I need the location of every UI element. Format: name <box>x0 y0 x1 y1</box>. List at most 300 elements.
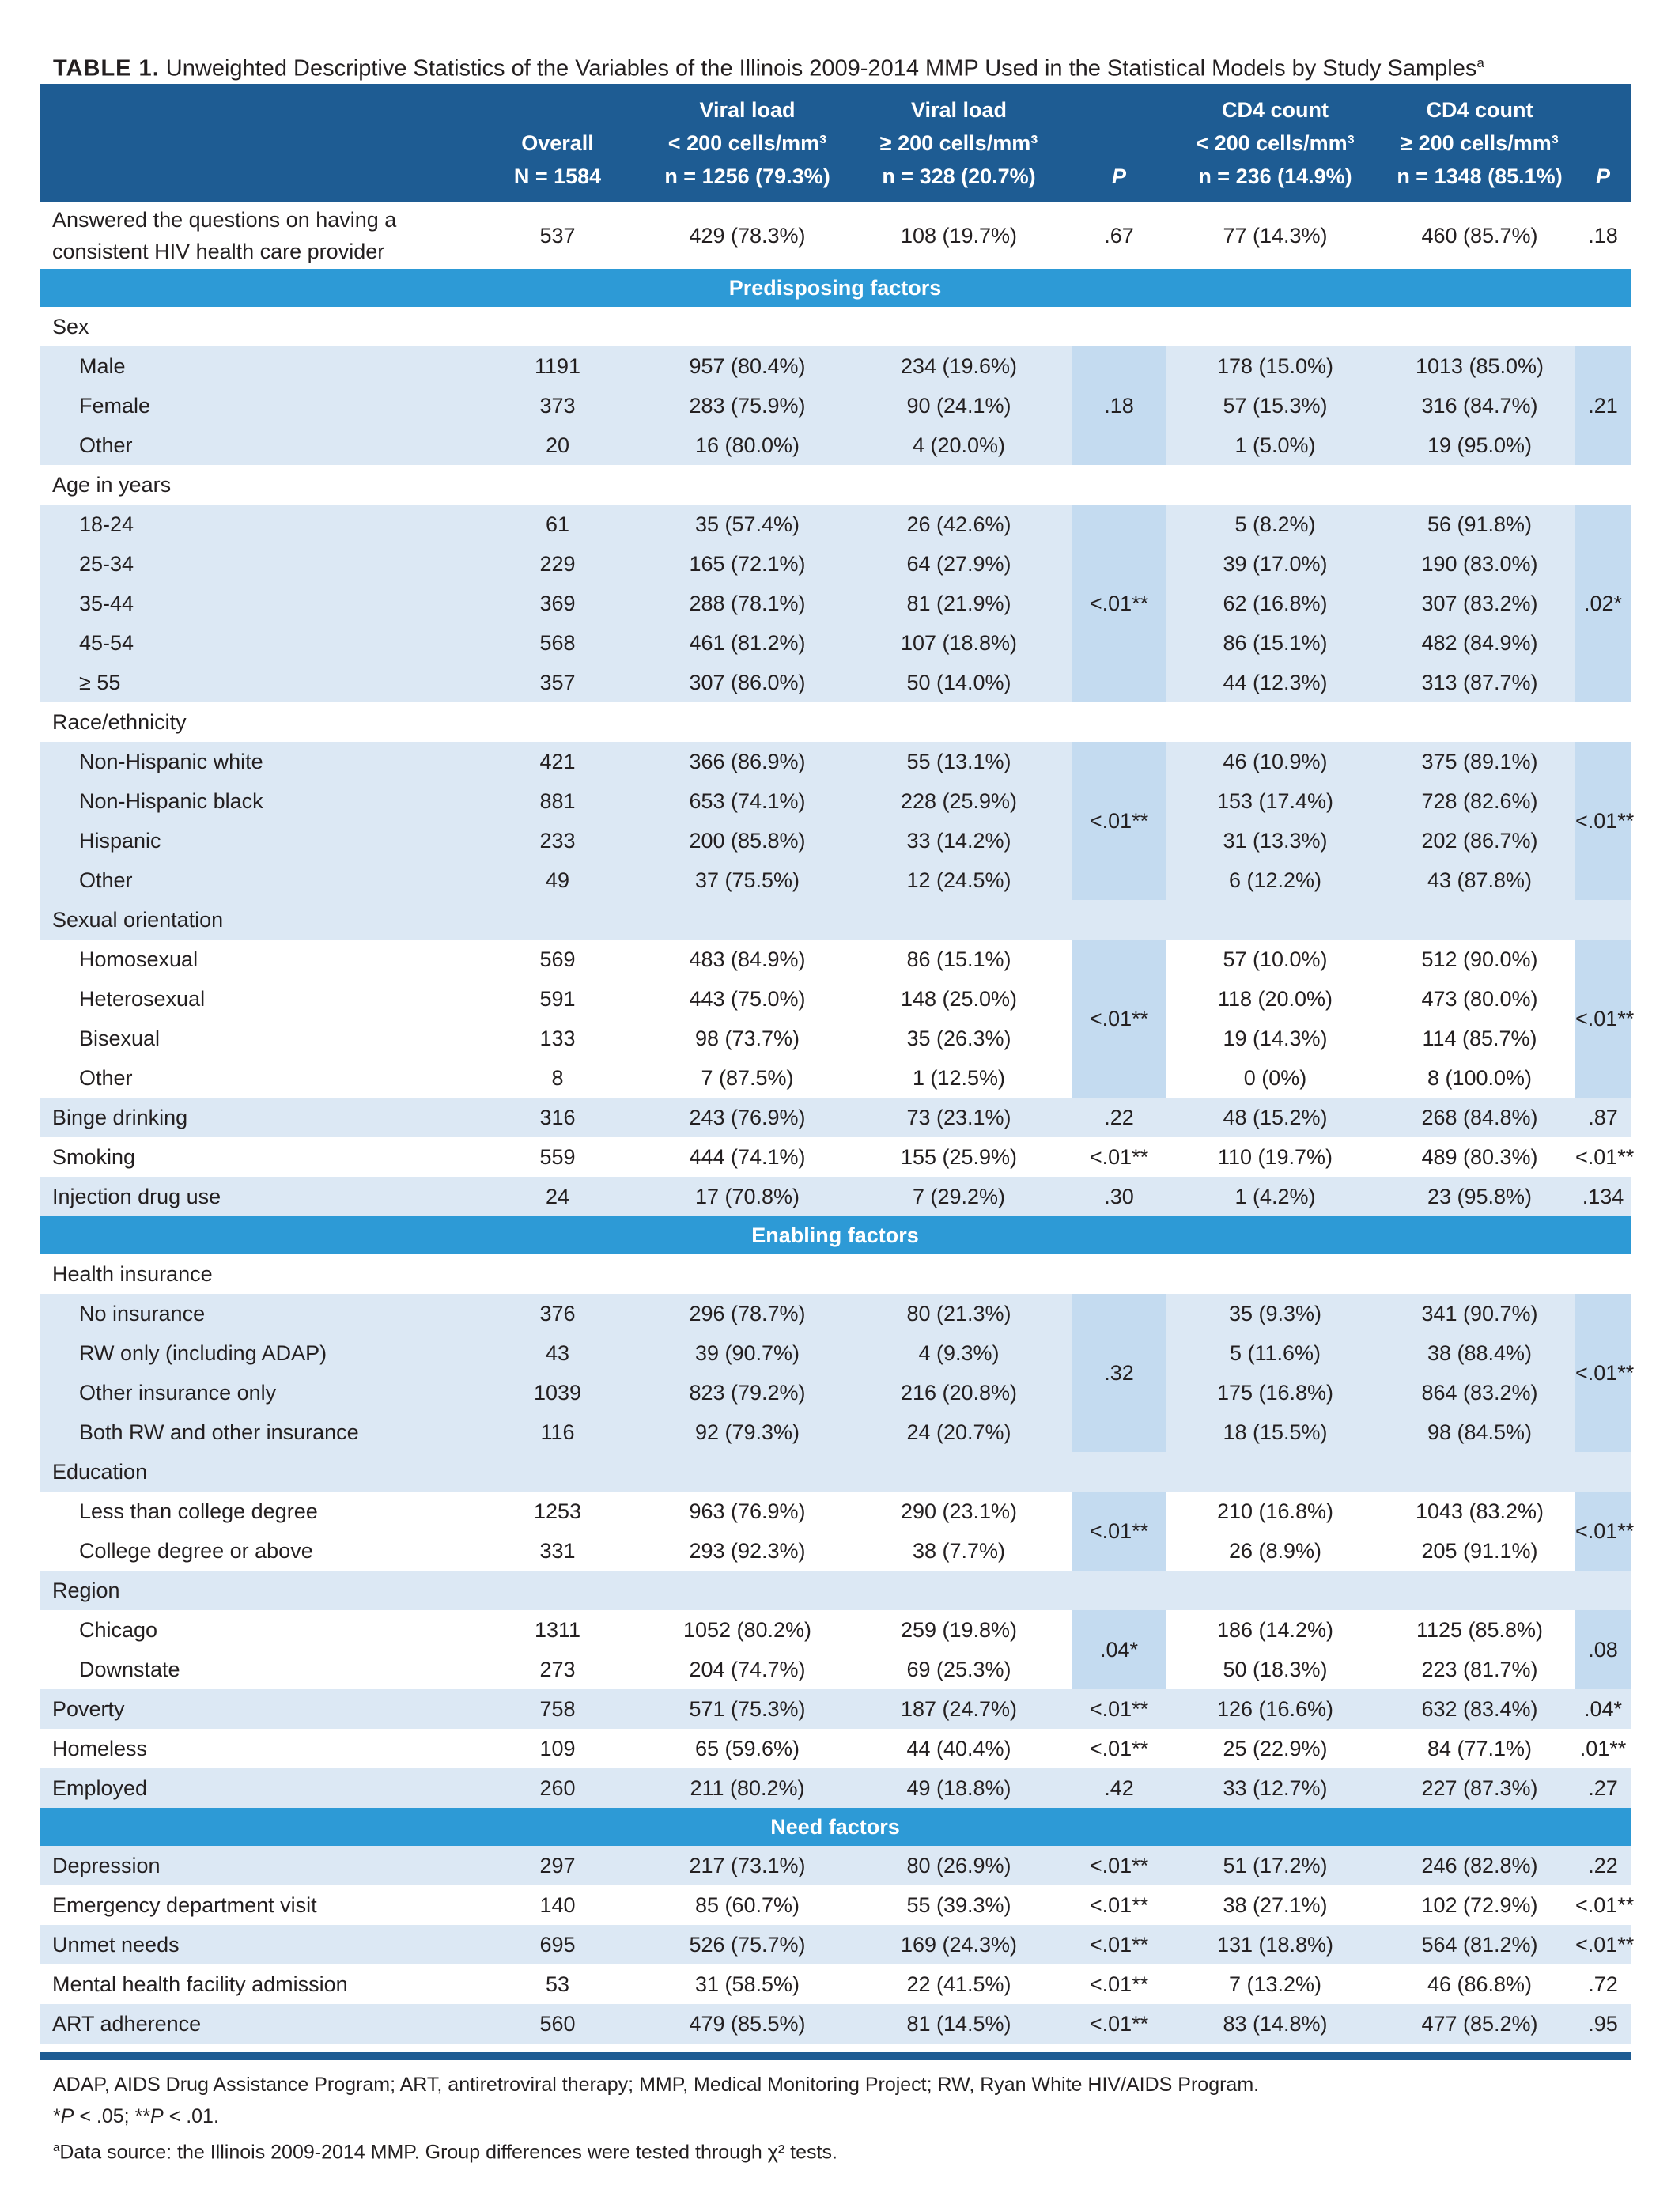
text-fragment: Viral load <box>910 98 1008 122</box>
row-label-cell: Region <box>40 1571 467 1610</box>
table-cell: 526 (75.7%) <box>648 1925 846 1964</box>
table-cell: 268 (84.8%) <box>1384 1098 1575 1137</box>
p-value-race-vl: <.01** <box>1072 742 1166 900</box>
table-cell: .72 <box>1588 1972 1618 1996</box>
table-cell: <.01** <box>1575 1925 1631 1964</box>
text-fragment: P <box>1595 164 1610 188</box>
table-cell: 116 <box>467 1412 648 1452</box>
table-row <box>40 781 1631 821</box>
text-fragment: P <box>1111 164 1126 188</box>
table-cell: 7 (87.5%) <box>701 1065 794 1090</box>
table-cell: 35 (9.3%) <box>1166 1294 1384 1333</box>
table-cell: 632 (83.4%) <box>1384 1689 1575 1729</box>
p-value-age-cd4: .02* <box>1575 505 1631 702</box>
table-cell: 229 <box>467 544 648 584</box>
text-fragment: N = 1584 <box>513 164 602 188</box>
text-fragment: a <box>53 2141 60 2154</box>
row-label-cell: Other <box>40 425 467 465</box>
table-cell: 223 (81.7%) <box>1421 1657 1538 1681</box>
table-cell: 963 (76.9%) <box>689 1499 806 1523</box>
table-row-employed <box>40 1768 1631 1808</box>
table-cell: 313 (87.7%) <box>1384 663 1575 702</box>
p-value-orientation-cd4: <.01** <box>1575 940 1631 1098</box>
table-cell: 31 (13.3%) <box>1166 821 1384 860</box>
row-label-cell: Other <box>40 860 467 900</box>
table-cell: 4 (9.3%) <box>846 1333 1072 1373</box>
table-cell: 957 (80.4%) <box>648 346 846 386</box>
table-cell: 165 (72.1%) <box>648 544 846 584</box>
table-row <box>40 1531 1631 1571</box>
table-cell: 81 (14.5%) <box>846 2004 1072 2044</box>
table-cell: <.01** <box>1072 2004 1166 2044</box>
footnote-source <box>53 2132 1627 2168</box>
table-cell: 8 (100.0%) <box>1427 1065 1533 1090</box>
row-label-cell: RW only (including ADAP) <box>40 1333 467 1373</box>
table-title <box>53 47 1635 85</box>
group-sex <box>40 307 1631 346</box>
table-cell: 5 (8.2%) <box>1166 505 1384 544</box>
table-cell: 460 (85.7%) <box>1421 224 1538 248</box>
table-cell: 1 (12.5%) <box>912 1065 1006 1090</box>
table-cell: 1311 <box>534 1617 581 1642</box>
table-cell: 84 (77.1%) <box>1427 1736 1533 1760</box>
table-cell: 148 (25.0%) <box>900 986 1018 1011</box>
row-label-cell: ≥ 55 <box>40 663 467 702</box>
table-row-poverty <box>40 1689 1631 1729</box>
table-cell: 83 (14.8%) <box>1166 2004 1384 2044</box>
table-row <box>40 623 1631 663</box>
table-cell: Need factors <box>40 1808 1631 1846</box>
text-fragment: n = 1348 (85.1%) <box>1397 164 1563 188</box>
table-cell: 81 (21.9%) <box>846 584 1072 623</box>
table-row-ed-visit <box>40 1885 1631 1925</box>
table-cell: 23 (95.8%) <box>1384 1177 1575 1216</box>
footnotes <box>53 2069 1627 2168</box>
row-label-cell: Hispanic <box>40 821 467 860</box>
row-label-cell: Sex <box>52 314 89 338</box>
section-need <box>40 1808 1631 1846</box>
text-fragment: Viral load <box>699 98 796 122</box>
table-cell: 421 <box>467 742 648 781</box>
table-cell: 186 (14.2%) <box>1216 1617 1334 1642</box>
table-cell: .134 <box>1575 1177 1631 1216</box>
table-cell: 246 (82.8%) <box>1384 1846 1575 1885</box>
table-cell: 35 (57.4%) <box>648 505 846 544</box>
table-cell: .87 <box>1575 1098 1631 1137</box>
table-cell: 31 (58.5%) <box>694 1972 800 1996</box>
table-row <box>40 663 1631 702</box>
table-cell: 357 <box>467 663 648 702</box>
table-row-unmet <box>40 1925 1631 1964</box>
table-row <box>40 1373 1631 1412</box>
table-cell: 80 (21.3%) <box>846 1294 1072 1333</box>
table-row <box>40 1650 1631 1689</box>
statistics-table <box>40 84 1635 2044</box>
table-cell: <.01** <box>1089 1736 1149 1760</box>
table-cell: 57 (15.3%) <box>1166 386 1384 425</box>
table-cell: 316 (84.7%) <box>1384 386 1575 425</box>
table-cell: 85 (60.7%) <box>694 1892 800 1917</box>
table-cell: 479 (85.5%) <box>648 2004 846 2044</box>
text-fragment: P <box>150 2105 164 2127</box>
table-cell: 102 (72.9%) <box>1421 1892 1538 1917</box>
table-cell: 33 (14.2%) <box>846 821 1072 860</box>
table-cell: 44 (12.3%) <box>1166 663 1384 702</box>
table-cell: 49 <box>467 860 648 900</box>
table-cell: 86 (15.1%) <box>1166 623 1384 663</box>
table-cell: 86 (15.1%) <box>906 947 1011 971</box>
table-cell <box>467 1571 1631 1610</box>
table-cell: 56 (91.8%) <box>1384 505 1575 544</box>
table-cell: 571 (75.3%) <box>648 1689 846 1729</box>
table-cell: .95 <box>1575 2004 1631 2044</box>
table-cell: <.01** <box>1072 1689 1166 1729</box>
table-cell: <.01** <box>1072 1846 1166 1885</box>
table-cell: 695 <box>467 1925 648 1964</box>
table-cell: 39 (17.0%) <box>1166 544 1384 584</box>
group-age <box>40 465 1631 505</box>
table-row-art <box>40 2004 1631 2044</box>
table-cell: 98 (84.5%) <box>1384 1412 1575 1452</box>
table-cell: 489 (80.3%) <box>1421 1144 1538 1169</box>
table-cell: 560 <box>467 2004 648 2044</box>
table-cell: 0 (0%) <box>1243 1065 1307 1090</box>
text-fragment: CD4 count <box>1426 98 1533 122</box>
table-row <box>40 1058 1631 1098</box>
table-row <box>40 860 1631 900</box>
p-value-age-vl: <.01** <box>1072 505 1166 702</box>
table-cell: 131 (18.8%) <box>1166 1925 1384 1964</box>
table-cell: 881 <box>467 781 648 821</box>
table-cell: 1013 (85.0%) <box>1384 346 1575 386</box>
table-cell: 98 (73.7%) <box>694 1026 800 1050</box>
row-label-cell: Binge drinking <box>40 1098 467 1137</box>
table-cell: 728 (82.6%) <box>1384 781 1575 821</box>
table-cell: 653 (74.1%) <box>648 781 846 821</box>
header-row <box>40 84 1631 202</box>
table-row <box>40 505 1631 544</box>
table-cell: 7 (29.2%) <box>846 1177 1072 1216</box>
p-value-education-cd4: <.01** <box>1575 1492 1631 1571</box>
table-cell: 297 <box>467 1846 648 1885</box>
row-label-cell: 45-54 <box>40 623 467 663</box>
table-cell: 864 (83.2%) <box>1384 1373 1575 1412</box>
table-cell: 216 (20.8%) <box>846 1373 1072 1412</box>
table-cell: 18 (15.5%) <box>1166 1412 1384 1452</box>
table-cell: 273 <box>539 1657 576 1681</box>
table-cell: 22 (41.5%) <box>906 1972 1011 1996</box>
table-cell: 62 (16.8%) <box>1166 584 1384 623</box>
text-fragment: n = 328 (20.7%) <box>882 164 1036 188</box>
table-cell: .27 <box>1575 1768 1631 1808</box>
table-cell: 69 (25.3%) <box>906 1657 1011 1681</box>
table-row <box>40 1019 1631 1058</box>
table-cell: 290 (23.1%) <box>900 1499 1018 1523</box>
table-cell: 109 <box>539 1736 576 1760</box>
table-cell: 133 <box>539 1026 576 1050</box>
table-cell: 114 (85.7%) <box>1422 1026 1537 1050</box>
table-row-smoking <box>40 1137 1631 1177</box>
table-cell: 443 (75.0%) <box>689 986 806 1011</box>
p-value-insurance-vl: .32 <box>1072 1294 1166 1452</box>
table-cell: 38 (88.4%) <box>1384 1333 1575 1373</box>
table-cell: 49 (18.8%) <box>846 1768 1072 1808</box>
table-row <box>40 742 1631 781</box>
table-cell: 307 (86.0%) <box>648 663 846 702</box>
table-cell: 35 (26.3%) <box>906 1026 1011 1050</box>
row-label-cell: Sexual orientation <box>40 900 467 940</box>
table-cell: <.01** <box>1089 1892 1149 1917</box>
table-cell: 110 (19.7%) <box>1217 1144 1333 1169</box>
table-cell: 205 (91.1%) <box>1421 1538 1538 1563</box>
text-fragment: * <box>53 2105 61 2127</box>
table-cell: .18 <box>1588 224 1618 248</box>
row-label-cell: Education <box>40 1452 467 1492</box>
row-label-cell: Age in years <box>52 472 172 497</box>
table-row <box>40 979 1631 1019</box>
table-cell: 316 <box>467 1098 648 1137</box>
row-label-cell: Heterosexual <box>79 986 206 1011</box>
table-cell <box>467 900 1631 940</box>
table-cell: 202 (86.7%) <box>1384 821 1575 860</box>
header-overall <box>467 84 648 202</box>
table-cell: 16 (80.0%) <box>648 425 846 465</box>
table-cell: 12 (24.5%) <box>846 860 1072 900</box>
table-cell: 57 (10.0%) <box>1223 947 1328 971</box>
table-cell: 1253 <box>533 1499 582 1523</box>
table-cell: 234 (19.6%) <box>846 346 1072 386</box>
table-cell: 283 (75.9%) <box>648 386 846 425</box>
header-cd4-low <box>1166 84 1384 202</box>
row-label-cell: Unmet needs <box>40 1925 467 1964</box>
table-cell: 341 (90.7%) <box>1384 1294 1575 1333</box>
group-orientation <box>40 900 1631 940</box>
table-cell: 43 (87.8%) <box>1384 860 1575 900</box>
table-row <box>40 1492 1631 1531</box>
row-label-cell: Less than college degree <box>79 1499 318 1523</box>
table-cell: 1043 (83.2%) <box>1415 1499 1544 1523</box>
table-row <box>40 346 1631 386</box>
table-cell: 187 (24.7%) <box>846 1689 1072 1729</box>
table-cell: 482 (84.9%) <box>1384 623 1575 663</box>
table-cell: .22 <box>1575 1846 1631 1885</box>
row-label-cell: Answered the questions on having a consistent HIV health care provider <box>52 208 397 263</box>
table-cell: .67 <box>1104 224 1134 248</box>
table-cell: 64 (27.9%) <box>846 544 1072 584</box>
table-cell: 43 <box>467 1333 648 1373</box>
table-cell: 293 (92.3%) <box>689 1538 806 1563</box>
text-fragment: < .01. <box>163 2105 219 2127</box>
text-fragment: ≥ 200 cells/mm³ <box>879 131 1038 155</box>
table-cell: 591 <box>539 986 576 1011</box>
table-cell: <.01** <box>1072 1925 1166 1964</box>
header-variable <box>40 84 467 202</box>
table-cell: 39 (90.7%) <box>648 1333 846 1373</box>
row-label-cell: Bisexual <box>79 1026 161 1050</box>
table-cell: 55 (13.1%) <box>846 742 1072 781</box>
table-cell: 51 (17.2%) <box>1166 1846 1384 1885</box>
table-cell: 758 <box>467 1689 648 1729</box>
row-label-cell: Male <box>40 346 467 386</box>
table-row <box>40 425 1631 465</box>
p-value-insurance-cd4: <.01** <box>1575 1294 1631 1452</box>
table-cell: 568 <box>467 623 648 663</box>
footnote-abbreviations: ADAP, AIDS Drug Assistance Program; ART, antiretroviral therapy; MMP, Medical Monitoring Project; RW, Ryan White HIV/AIDS Program. <box>53 2074 1260 2096</box>
table-row <box>40 1412 1631 1452</box>
section-enabling <box>40 1216 1631 1254</box>
table-cell: 233 <box>467 821 648 860</box>
table-cell: 92 (79.3%) <box>648 1412 846 1452</box>
table-cell: 537 <box>539 224 576 248</box>
table-cell: 33 (12.7%) <box>1166 1768 1384 1808</box>
table-cell: 1 (4.2%) <box>1166 1177 1384 1216</box>
table-cell: 366 (86.9%) <box>648 742 846 781</box>
table-cell: 38 (7.7%) <box>912 1538 1006 1563</box>
table-cell: 6 (12.2%) <box>1166 860 1384 900</box>
table-row-homeless <box>40 1729 1631 1768</box>
table-cell: 73 (23.1%) <box>846 1098 1072 1137</box>
table-cell: 53 <box>545 1972 570 1996</box>
table-row <box>40 544 1631 584</box>
header-vl-high <box>846 84 1072 202</box>
row-label-cell: College degree or above <box>79 1538 313 1563</box>
table-caption: Unweighted Descriptive Statistics of the Variables of the Illinois 2009-2014 MMP Used in the Statistical Models by Study Samples <box>159 55 1477 81</box>
table-row <box>40 1333 1631 1373</box>
table-cell: 259 (19.8%) <box>900 1617 1018 1642</box>
table-cell: Predisposing factors <box>40 269 1631 307</box>
row-label-cell: Employed <box>40 1768 467 1808</box>
row-label-cell: Smoking <box>52 1144 136 1169</box>
text-fragment: n = 1256 (79.3%) <box>664 164 830 188</box>
table-cell: 46 (86.8%) <box>1427 1972 1533 1996</box>
table-cell: 50 (18.3%) <box>1223 1657 1328 1681</box>
row-label-cell: Race/ethnicity <box>52 709 187 734</box>
table-cell: 823 (79.2%) <box>648 1373 846 1412</box>
table-cell: 483 (84.9%) <box>689 947 806 971</box>
table-cell: 175 (16.8%) <box>1166 1373 1384 1412</box>
row-label-cell: Homeless <box>52 1736 148 1760</box>
p-value-region-vl: .04* <box>1072 1610 1166 1689</box>
caption-superscript: a <box>1476 55 1484 70</box>
table-label: TABLE 1. <box>53 55 160 81</box>
table-row-binge <box>40 1098 1631 1137</box>
row-label-cell: 18-24 <box>40 505 467 544</box>
row-label-cell: Depression <box>40 1846 467 1885</box>
row-label-cell: 25-34 <box>40 544 467 584</box>
text-fragment: Data source: the Illinois 2009-2014 MMP. Group differences were tested through χ² tests. <box>59 2141 837 2164</box>
table-cell: <.01** <box>1575 1144 1635 1169</box>
table-cell: Enabling factors <box>40 1216 1631 1254</box>
table-cell: 126 (16.6%) <box>1166 1689 1384 1729</box>
row-label-cell: 35-44 <box>40 584 467 623</box>
table-cell: 1191 <box>467 346 648 386</box>
table-cell: 26 (42.6%) <box>846 505 1072 544</box>
table-cell: 512 (90.0%) <box>1421 947 1538 971</box>
table-cell: 477 (85.2%) <box>1384 2004 1575 2044</box>
table-row <box>40 386 1631 425</box>
table-cell: 80 (26.9%) <box>846 1846 1072 1885</box>
table-cell: 77 (14.3%) <box>1223 224 1328 248</box>
table-cell: <.01** <box>1575 1892 1635 1917</box>
table-cell: 204 (74.7%) <box>689 1657 806 1681</box>
row-label-cell: Both RW and other insurance <box>40 1412 467 1452</box>
table-cell: 296 (78.7%) <box>648 1294 846 1333</box>
table-cell: 17 (70.8%) <box>648 1177 846 1216</box>
p-value-sex-vl: .18 <box>1072 346 1166 465</box>
table-row-depression <box>40 1846 1631 1885</box>
row-label-cell: Other <box>79 1065 133 1090</box>
table-cell: 4 (20.0%) <box>846 425 1072 465</box>
table-cell: 107 (18.8%) <box>846 623 1072 663</box>
table-cell: .01** <box>1579 1736 1627 1760</box>
table-cell: 243 (76.9%) <box>648 1098 846 1137</box>
header-vl-low <box>648 84 846 202</box>
table-cell: 8 <box>551 1065 564 1090</box>
table-cell: 473 (80.0%) <box>1421 986 1538 1011</box>
table-cell: 65 (59.6%) <box>694 1736 800 1760</box>
row-label-cell: Downstate <box>79 1657 180 1681</box>
text-fragment: CD4 count <box>1222 98 1329 122</box>
table-cell: 19 (95.0%) <box>1384 425 1575 465</box>
table-cell: 569 <box>539 947 576 971</box>
table-cell: 260 <box>467 1768 648 1808</box>
section-predisposing <box>40 269 1631 307</box>
table-cell: .22 <box>1072 1098 1166 1137</box>
table-cell: 190 (83.0%) <box>1384 544 1575 584</box>
text-fragment: < 200 cells/mm³ <box>1196 131 1355 155</box>
row-label-cell: Non-Hispanic white <box>40 742 467 781</box>
text-fragment: < 200 cells/mm³ <box>667 131 827 155</box>
table-cell: 429 (78.3%) <box>689 224 806 248</box>
table-cell: 55 (39.3%) <box>906 1892 1011 1917</box>
row-label-cell: Poverty <box>40 1689 467 1729</box>
table-cell <box>467 307 1631 346</box>
table-row-mental <box>40 1964 1631 2004</box>
text-fragment: < .05; <box>74 2105 135 2127</box>
text-fragment: ** <box>134 2105 151 2127</box>
table-cell: 178 (15.0%) <box>1166 346 1384 386</box>
table-cell: 153 (17.4%) <box>1166 781 1384 821</box>
table-cell: 376 <box>467 1294 648 1333</box>
table-cell: 288 (78.1%) <box>648 584 846 623</box>
table-row <box>40 940 1631 979</box>
table-cell: 108 (19.7%) <box>900 224 1018 248</box>
p-value-sex-cd4: .21 <box>1575 346 1631 465</box>
table-cell: 90 (24.1%) <box>846 386 1072 425</box>
table-cell: 26 (8.9%) <box>1228 1538 1322 1563</box>
table-cell: 227 (87.3%) <box>1384 1768 1575 1808</box>
table-cell: 461 (81.2%) <box>648 623 846 663</box>
row-label-cell: Female <box>40 386 467 425</box>
p-value-race-cd4: <.01** <box>1575 742 1631 900</box>
text-fragment: Overall <box>521 131 594 155</box>
row-label-cell: Non-Hispanic black <box>40 781 467 821</box>
table-cell: 1039 <box>467 1373 648 1412</box>
table-cell: 373 <box>467 386 648 425</box>
table-cell <box>467 1452 1631 1492</box>
table-cell: 217 (73.1%) <box>648 1846 846 1885</box>
table-row <box>40 821 1631 860</box>
table-cell: 61 <box>467 505 648 544</box>
table-cell: 118 (20.0%) <box>1217 986 1333 1011</box>
table-cell: 375 (89.1%) <box>1384 742 1575 781</box>
table-cell: 25 (22.9%) <box>1223 1736 1328 1760</box>
p-value-orientation-vl: <.01** <box>1072 940 1166 1098</box>
table-cell: 24 (20.7%) <box>846 1412 1072 1452</box>
table-cell: 46 (10.9%) <box>1166 742 1384 781</box>
footnote-significance <box>53 2100 1627 2132</box>
table-cell: 369 <box>467 584 648 623</box>
